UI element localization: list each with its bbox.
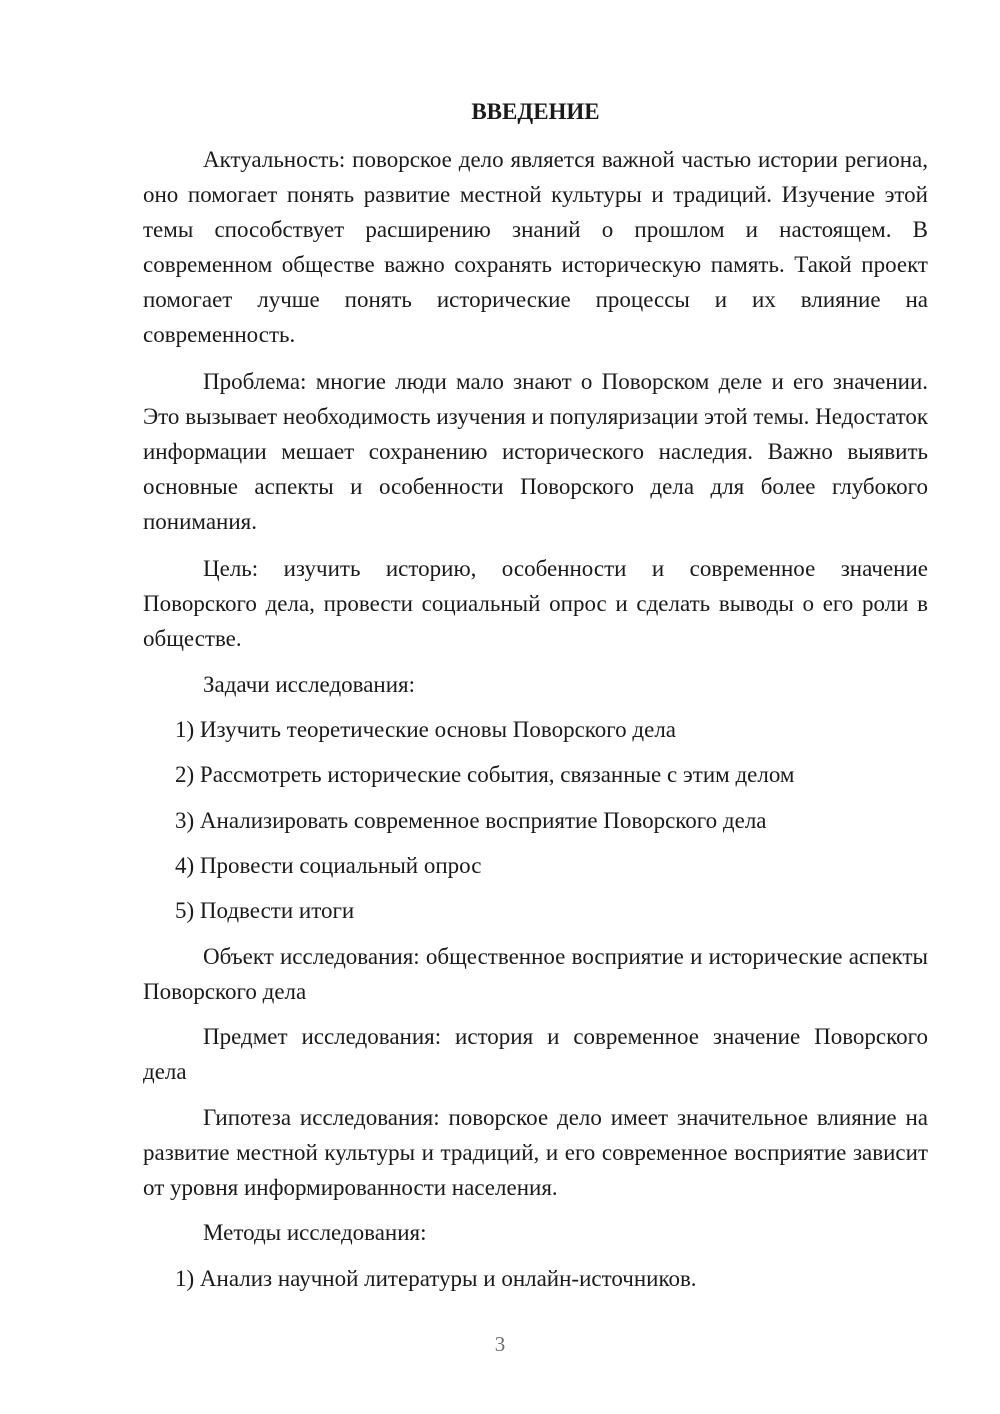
- methods-heading: Методы исследования:: [203, 1220, 427, 1245]
- relevance-paragraph: Актуальность: поворское дело является важной частью истории региона, оно помогает понять развитие местной культуры и традиций. Изучение этой темы способствует расширению знаний о прошлом и настоящем. В современном обществе важно сохранять историческую память. Такой проект помогает лучше понять исторические процессы и их влияние на современность.: [143, 147, 928, 347]
- task-item: 2) Рассмотреть исторические события, связанные с этим делом: [175, 762, 795, 787]
- page-number: 3: [494, 1332, 506, 1356]
- object-paragraph: Объект исследования: общественное восприятие и исторические аспекты Поворского дела: [143, 944, 928, 1004]
- problem-paragraph: Проблема: многие люди мало знают о Поворском деле и его значении. Это вызывает необходимость изучения и популяризации этой темы. Недостаток информации мешает сохранению исторического наследия. Важно выявить основные аспекты и особенности Поворского дела для более глубокого понимания.: [143, 369, 928, 534]
- tasks-heading: Задачи исследования:: [203, 672, 416, 697]
- task-item: 4) Провести социальный опрос: [175, 853, 482, 878]
- page-title: ВВЕДЕНИЕ: [471, 99, 600, 124]
- hypothesis-paragraph: Гипотеза исследования: поворское дело имеет значительное влияние на развитие местной культуры и традиций, и его современное восприятие зависит от уровня информированности населения.: [143, 1105, 928, 1200]
- goal-paragraph: Цель: изучить историю, особенности и современное значение Поворского дела, провести социальный опрос и сделать выводы о его роли в обществе.: [143, 556, 928, 651]
- method-item: 1) Анализ научной литературы и онлайн-источников.: [175, 1266, 697, 1291]
- task-item: 5) Подвести итоги: [175, 898, 355, 923]
- task-item: 3) Анализировать современное восприятие Поворского дела: [175, 808, 767, 833]
- task-item: 1) Изучить теоретические основы Поворского дела: [175, 717, 677, 742]
- subject-paragraph: Предмет исследования: история и современное значение Поворского дела: [143, 1024, 928, 1084]
